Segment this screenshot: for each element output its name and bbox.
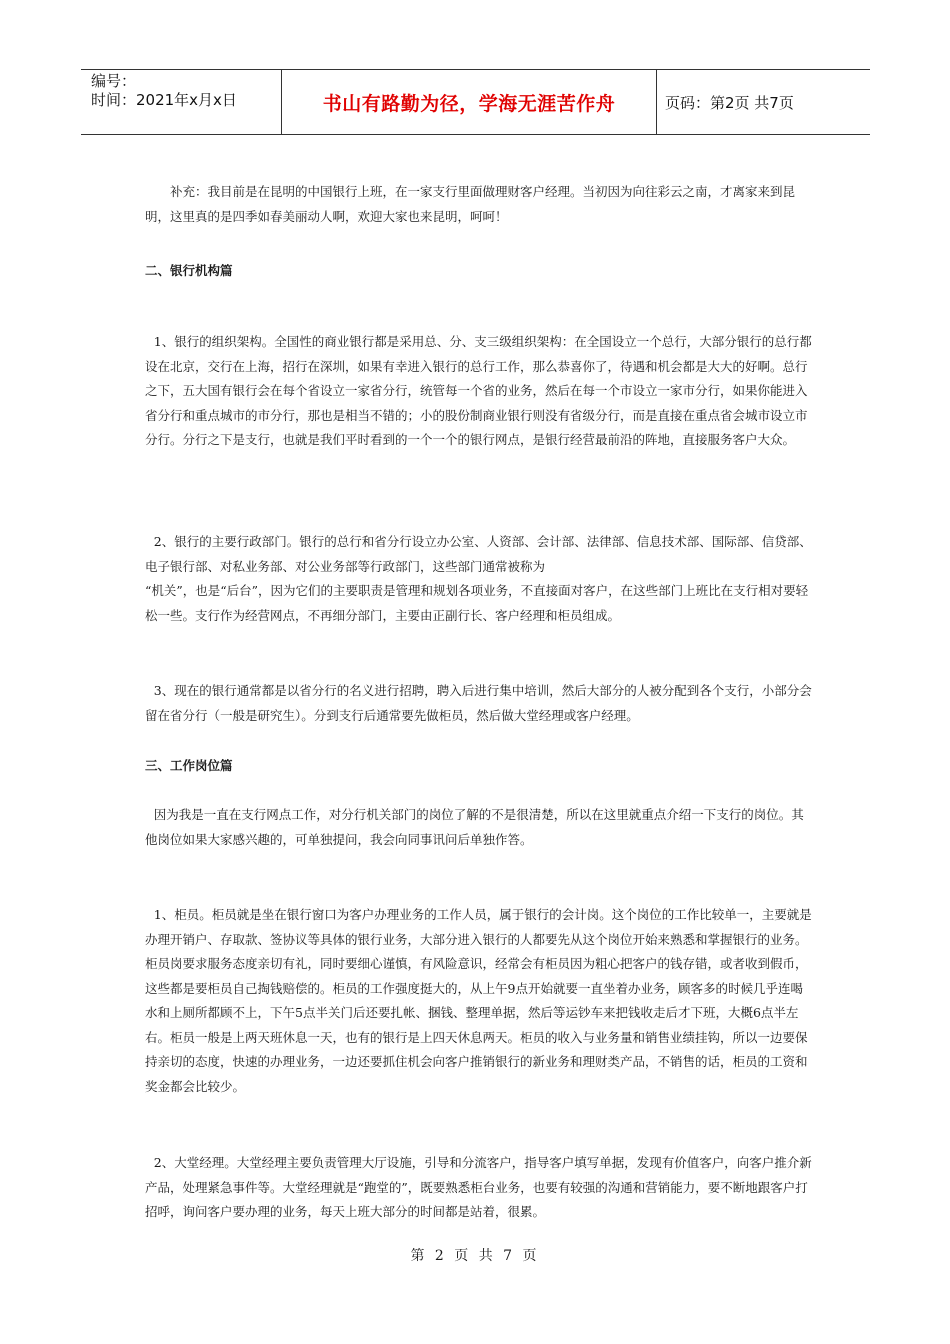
header-meta — [81, 70, 282, 134]
section-3-heading-block — [145, 754, 815, 778]
s3-paragraph-1: 1、柜员。柜员就是坐在银行窗口为客户办理业务的工作人员，属于银行的会计岗。这个岗位的工作比较单一，主要就是办理开销户、存取款、签协议等具体的银行业务，大部分进入银行的人都要先从这个岗位开始来熟悉和掌握银行的业务。柜员岗要求服务态度亲切有礼，同时要细心谨慎，有风险意识，经常会有柜员因为粗心把客户的钱存错，或者收到假币，这些都是要柜员自己掏钱赔偿的。柜员的工作强度挺大的，从上午9点开始就要一直坐着办业务，顾客多的时候几乎连喝水和上厕所都顾不上，下午5点半关门后还要扎帐、捆钱、整理单据，然后等运钞车来把钱收走后才下班，大概6点半左右。柜员一般是上两天班休息一天，也有的银行是上四天休息两天。柜员的收入与业务量和销售业绩挂钩，所以一边要保持亲切的态度，快速的办理业务，一边还要抓住机会向客户推销银行的新业务和理财类产品，不销售的话，柜员的工资和奖金都会比较少。 — [145, 907, 812, 1094]
s2-paragraph-2-block — [145, 530, 815, 628]
s3-paragraph-2: 2、大堂经理。大堂经理主要负责管理大厅设施，引导和分流客户，指导客户填写单据，发现有价值客户，向客户推介新产品，处理紧急事件等。大堂经理就是“跑堂的”，既要熟悉柜台业务，也要有较强的沟通和营销能力，要不断地跟客户打招呼，询问客户要办理的业务，每天上班大部分的时间都是站着，很累。 — [145, 1155, 812, 1219]
header-motto: 书山有路勤为径，学海无涯苦作舟 — [282, 70, 657, 134]
supplement-paragraph: 补充：我目前是在昆明的中国银行上班，在一家支行里面做理财客户经理。当初因为向往彩云之南，才离家来到昆明，这里真的是四季如春美丽动人啊，欢迎大家也来昆明，呵呵！ — [145, 184, 796, 224]
s3-paragraph-2-block — [145, 1151, 815, 1225]
s2-paragraph-2b: “机关”，也是“后台”，因为它们的主要职责是管理和规划各项业务，不直接面对客户，在这些部门上班比在支行相对要轻松一些。支行作为经营网点，不再细分部门，主要由正副行长、客户经理和柜员组成。 — [145, 583, 809, 623]
s2-paragraph-3-block — [145, 679, 815, 728]
s3-intro-block — [145, 803, 815, 852]
serial-label: 编号： — [91, 72, 137, 90]
date-line: 时间：2021年x月x日 — [91, 91, 237, 109]
supplement-block — [145, 180, 815, 229]
header-page-info: 页码：第2页 共7页 — [665, 93, 794, 112]
s2-paragraph-1-block — [145, 330, 815, 453]
document-header — [81, 69, 870, 135]
s3-intro-paragraph: 因为我是一直在支行网点工作，对分行机关部门的岗位了解的不是很清楚，所以在这里就重点介绍一下支行的岗位。其他岗位如果大家感兴趣的，可单独提问，我会向同事讯问后单独作答。 — [145, 807, 804, 847]
s3-paragraph-1-block — [145, 903, 815, 1099]
page-footer: 第 2 页 共 7 页 — [410, 1248, 540, 1264]
s2-paragraph-1: 1、银行的组织架构。全国性的商业银行都是采用总、分、支三级组织架构：在全国设立一个总行，大部分银行的总行都设在北京，交行在上海，招行在深圳，如果有幸进入银行的总行工作，那么恭喜你了，待遇和机会都是大大的好啊。总行之下，五大国有银行会在每个省设立一家省分行，统管每一个省的业务，然后在每一个市设立一家市分行，如果你能进入省分行和重点城市的市分行，那也是相当不错的；小的股份制商业银行则没有省级分行，而是直接在重点省会城市设立市分行。分行之下是支行，也就是我们平时看到的一个一个的银行网点，是银行经营最前沿的阵地，直接服务客户大众。 — [145, 334, 812, 447]
s2-paragraph-3: 3、现在的银行通常都是以省分行的名义进行招聘，聘入后进行集中培训，然后大部分的人被分配到各个支行，小部分会留在省分行（一般是研究生）。分到支行后通常要先做柜员，然后做大堂经理或客户经理。 — [145, 683, 812, 723]
section-2-heading-block — [145, 259, 815, 283]
section-3-title: 三、工作岗位篇 — [145, 758, 233, 773]
section-2-title: 二、银行机构篇 — [145, 263, 233, 278]
s2-paragraph-2a: 2、银行的主要行政部门。银行的总行和省分行设立办公室、人资部、会计部、法律部、信息技术部、国际部、信贷部、电子银行部、对私业务部、对公业务部等行政部门，这些部门通常被称为 — [145, 534, 812, 574]
